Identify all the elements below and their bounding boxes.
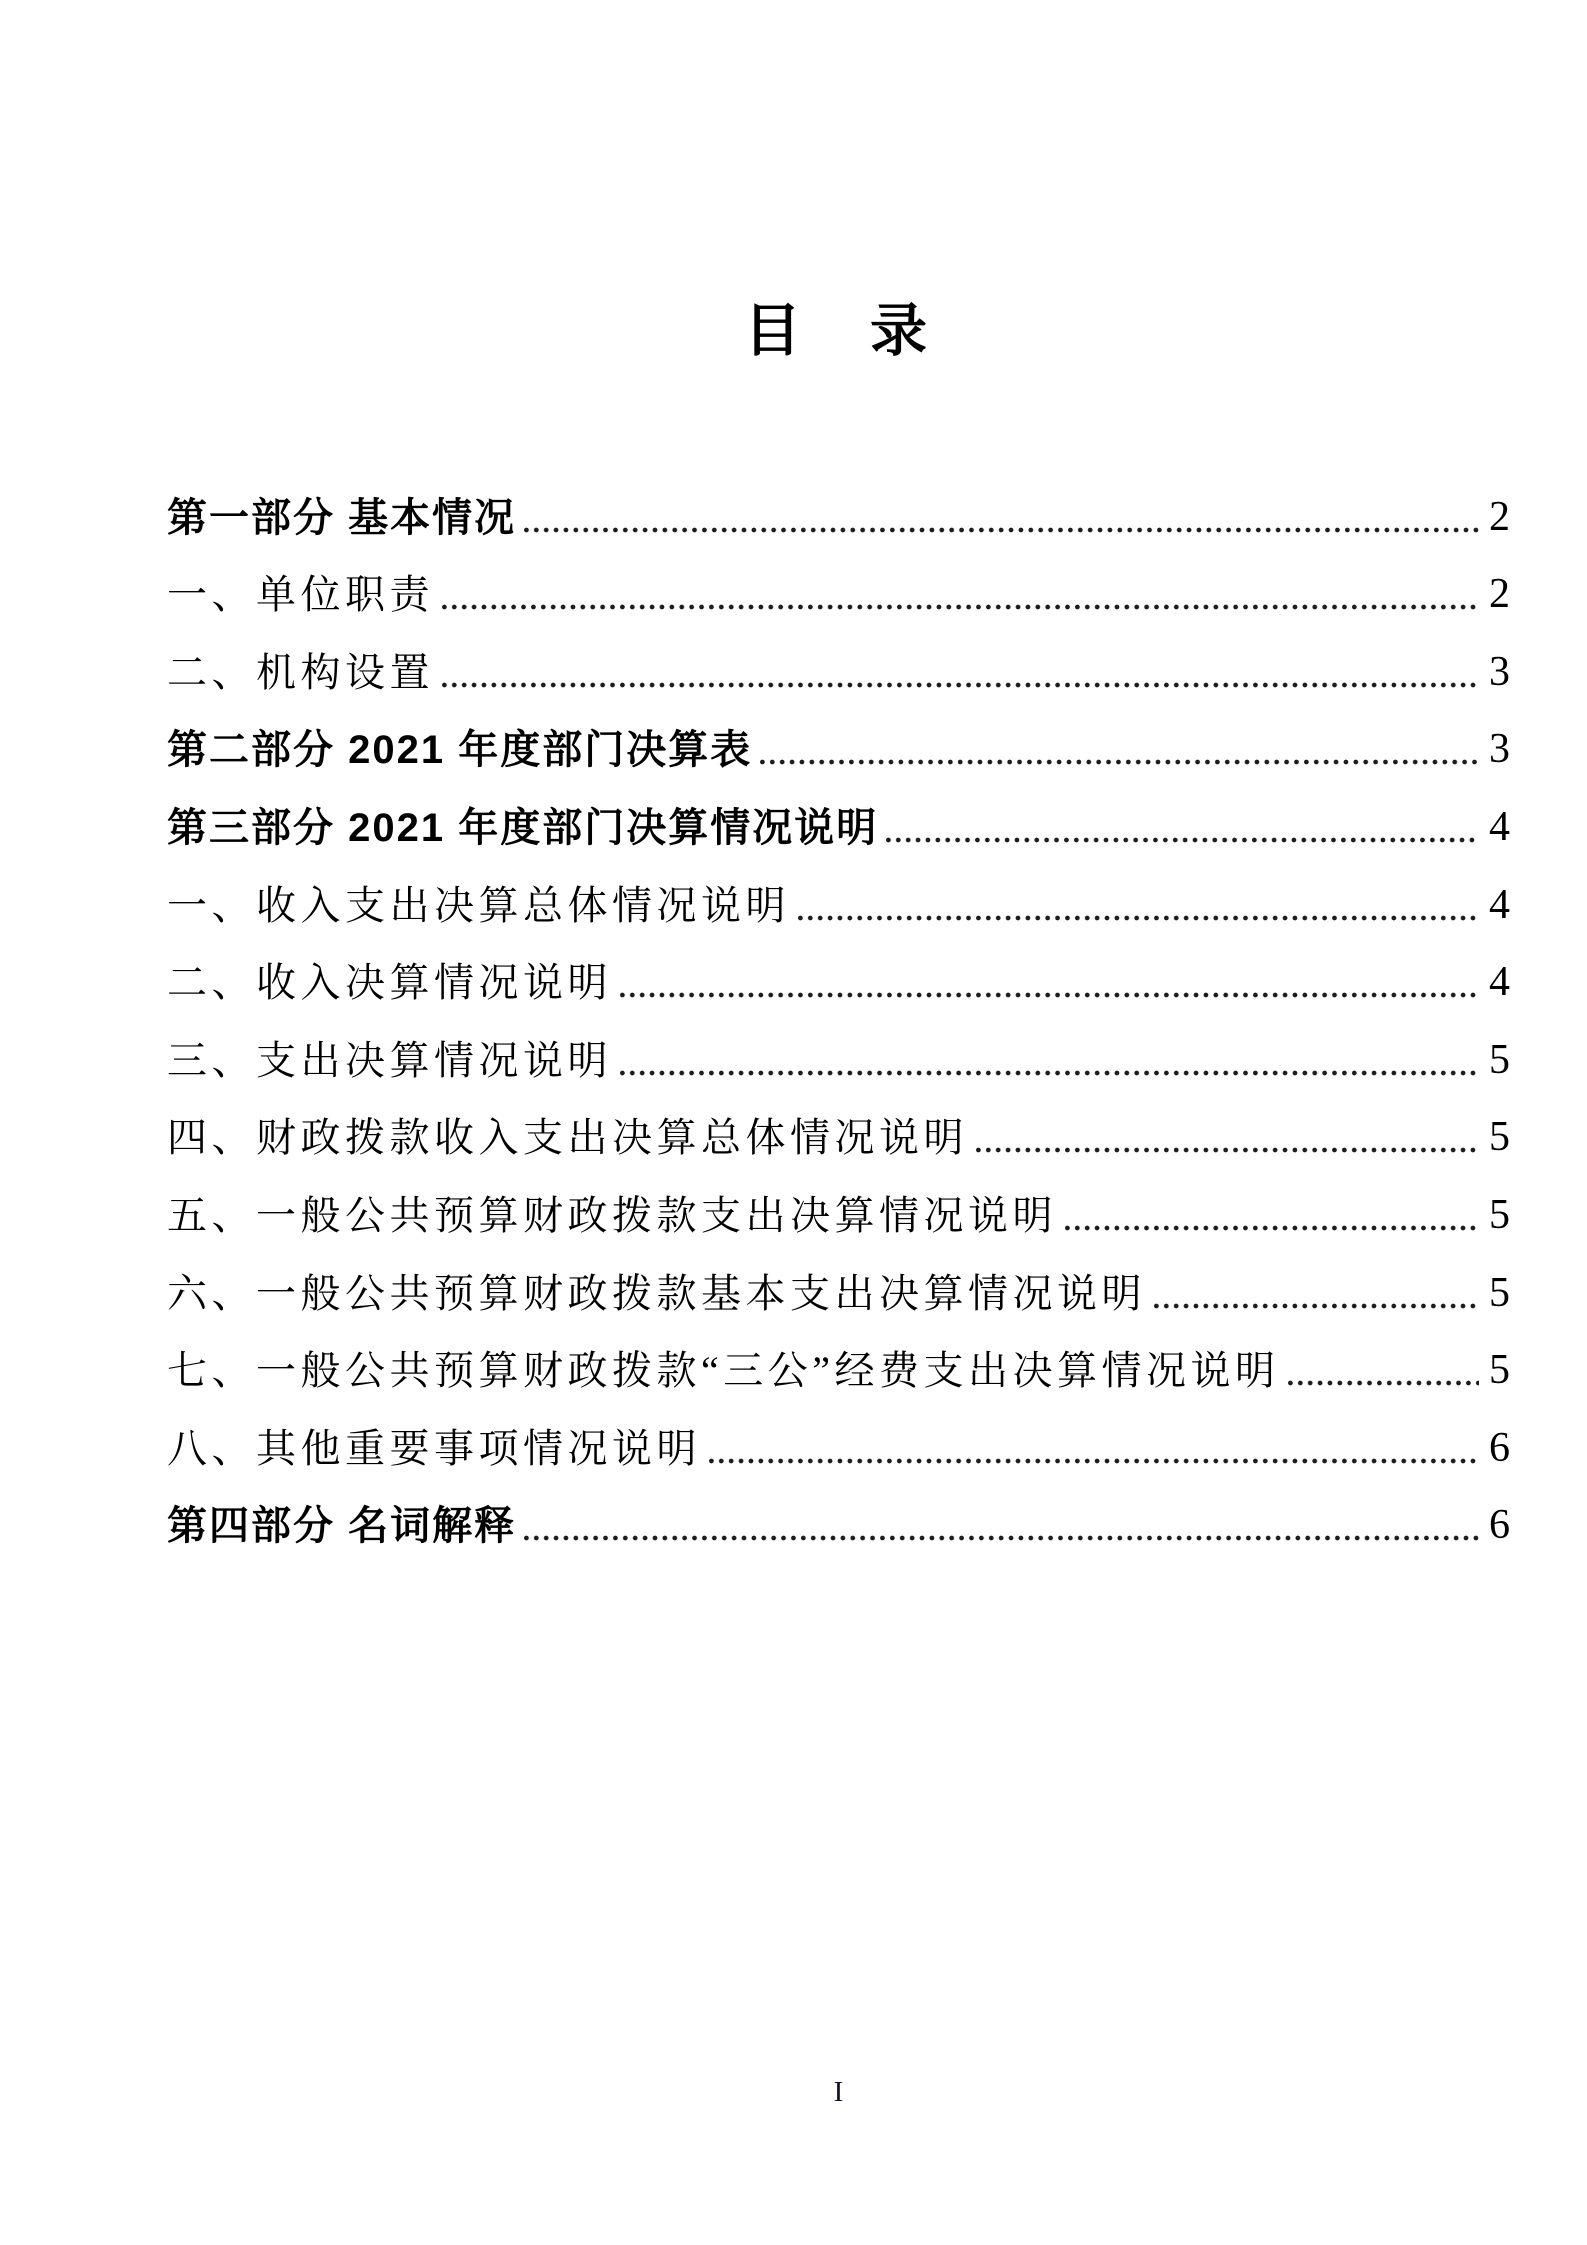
toc-entry-label: 七、一般公共预算财政拨款“三公”经费支出决算情况说明 [167,1348,1280,1394]
toc-entry[interactable] [167,1409,1510,1487]
toc-entry[interactable] [167,556,1510,634]
toc-entry-page: 5 [1489,1191,1510,1238]
toc-entry-page: 5 [1489,1036,1510,1083]
toc-leader-dots [524,1531,1479,1545]
toc-entry-label: 一、单位职责 [167,572,434,618]
toc-entry[interactable] [167,633,1510,711]
toc-entry-label: 二、机构设置 [167,649,434,695]
toc-entry-label: 第四部分 名词解释 [167,1504,517,1549]
toc-entry[interactable] [167,866,1510,944]
table-of-contents [167,478,1510,1564]
toc-leader-dots [1288,1376,1479,1390]
toc-entry-label: 二、收入决算情况说明 [167,960,612,1006]
toc-entry-page: 4 [1489,881,1510,928]
toc-entry-page: 6 [1489,1502,1510,1549]
toc-leader-dots [1065,1221,1479,1235]
toc-entry-page: 6 [1489,1424,1510,1471]
toc-entry-page: 2 [1489,493,1510,540]
toc-entry-label: 三、支出决算情况说明 [167,1037,612,1083]
toc-entry-page: 5 [1489,1114,1510,1161]
toc-entry[interactable] [167,1332,1510,1410]
toc-entry-label: 八、其他重要事项情况说明 [167,1425,701,1471]
toc-leader-dots [620,1066,1479,1080]
toc-entry[interactable] [167,711,1510,789]
toc-leader-dots [524,523,1479,537]
toc-entry[interactable] [167,788,1510,866]
toc-entry-page: 4 [1489,803,1510,850]
toc-leader-dots [760,755,1479,769]
toc-leader-dots [1154,1299,1479,1313]
toc-entry[interactable] [167,1099,1510,1177]
toc-leader-dots [976,1143,1479,1157]
toc-entry-page: 5 [1489,1347,1510,1394]
document-title: 目 录 [744,299,933,363]
toc-leader-dots [798,911,1479,925]
toc-entry[interactable] [167,1021,1510,1099]
toc-entry-page: 3 [1489,648,1510,695]
toc-entry[interactable] [167,944,1510,1022]
toc-entry-label: 第三部分 2021 年度部门决算情况说明 [167,805,879,850]
toc-entry-page: 2 [1489,571,1510,618]
toc-entry-label: 第一部分 基本情况 [167,495,517,540]
toc-entry-page: 4 [1489,959,1510,1006]
toc-entry-label: 五、一般公共预算财政拨款支出决算情况说明 [167,1192,1057,1238]
toc-entry[interactable] [167,1176,1510,1254]
toc-entry[interactable] [167,1487,1510,1565]
toc-leader-dots [442,678,1479,692]
toc-entry-page: 3 [1489,726,1510,773]
toc-leader-dots [620,988,1479,1002]
toc-entry-page: 5 [1489,1269,1510,1316]
toc-entry[interactable] [167,478,1510,556]
toc-entry-label: 六、一般公共预算财政拨款基本支出决算情况说明 [167,1270,1146,1316]
toc-entry-label: 四、财政拨款收入支出决算总体情况说明 [167,1115,968,1161]
footer-page-number: I [833,2076,844,2108]
toc-leader-dots [442,600,1479,614]
toc-leader-dots [886,833,1479,847]
toc-entry-label: 一、收入支出决算总体情况说明 [167,882,790,928]
toc-leader-dots [709,1454,1479,1468]
toc-entry[interactable] [167,1254,1510,1332]
toc-entry-label: 第二部分 2021 年度部门决算表 [167,728,753,773]
